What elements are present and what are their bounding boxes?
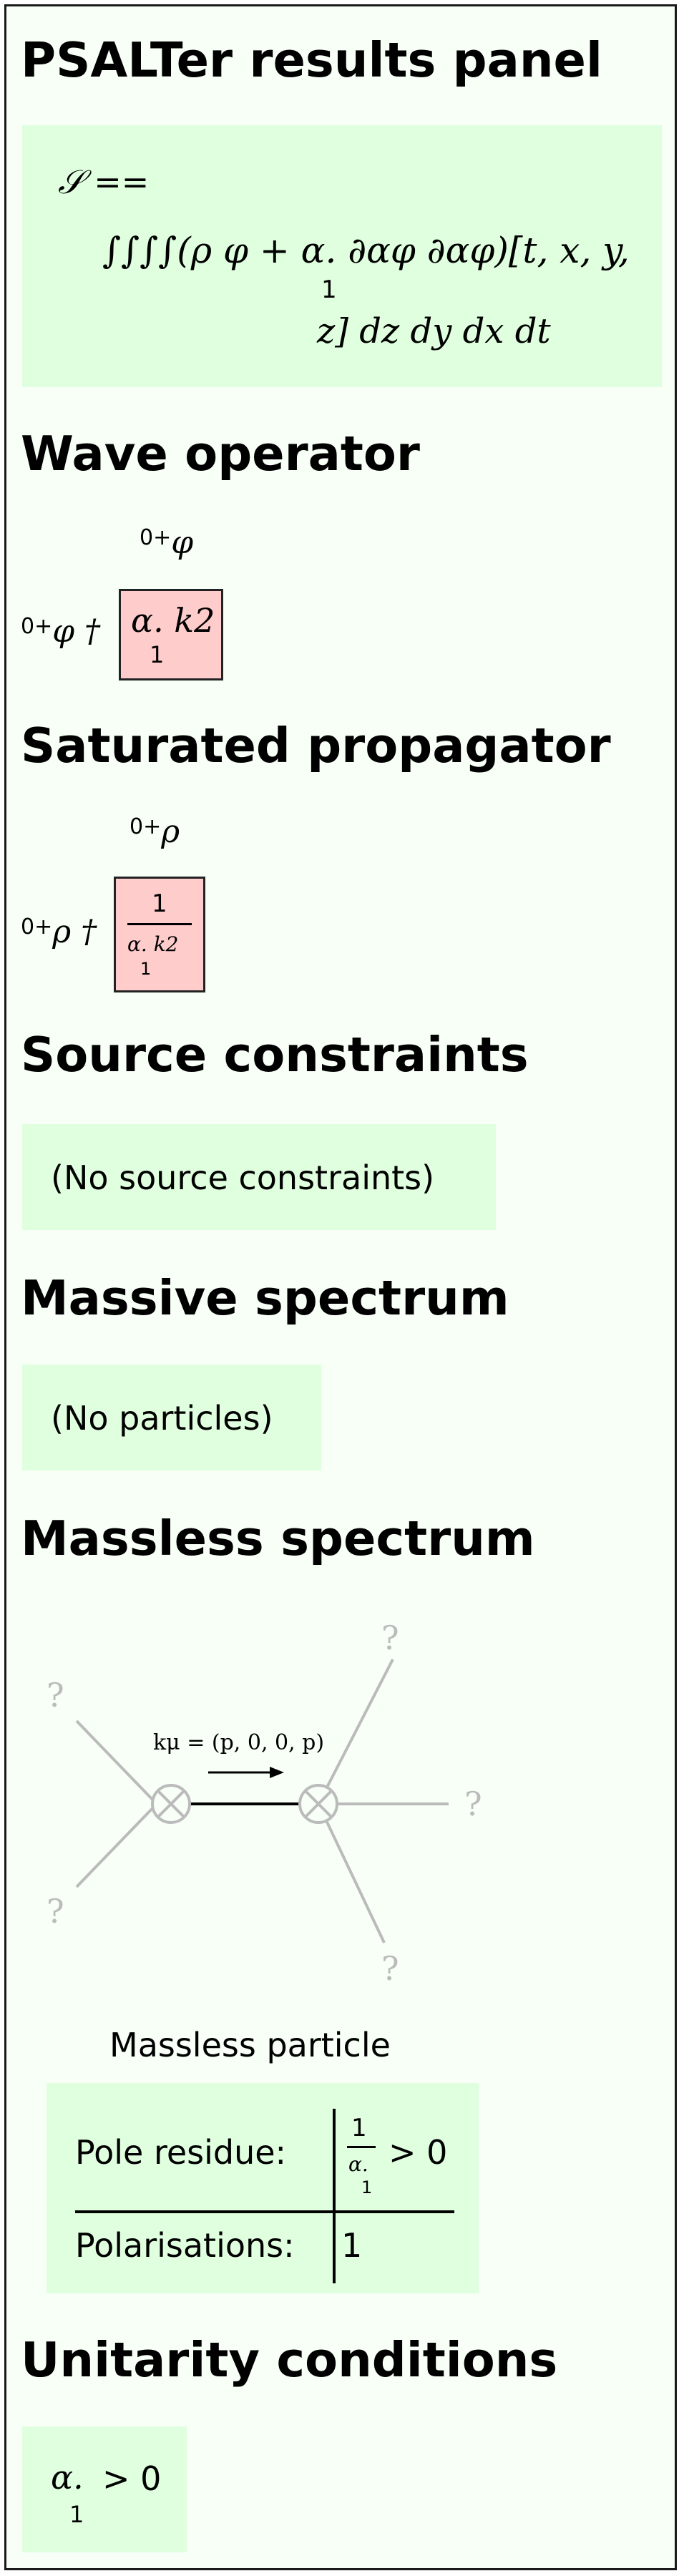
momentum-label: kμ = (p, 0, 0, p) bbox=[153, 1730, 325, 1755]
propagator-column-header bbox=[130, 816, 180, 848]
section-title-saturated-propagator: Saturated propagator bbox=[21, 718, 611, 774]
wave-operator-column-header bbox=[140, 527, 193, 559]
massless-propagator-diagram bbox=[6, 1602, 675, 2003]
results-panel bbox=[4, 4, 677, 2570]
source-constraints-text: (No source constraints) bbox=[51, 1158, 435, 1197]
panel-title: PSALTer results panel bbox=[21, 32, 602, 88]
wave-operator-row-spin: 0+ bbox=[21, 614, 53, 639]
unknown-mark-upper-right: ? bbox=[381, 1619, 399, 1657]
massless-particle-table bbox=[47, 2083, 479, 2293]
section-title-unitarity-conditions: Unitarity conditions bbox=[21, 2332, 558, 2388]
pole-residue-label: Pole residue: bbox=[75, 2133, 287, 2172]
external-line-upper-right bbox=[318, 1659, 393, 1804]
unknown-mark-right: ? bbox=[464, 1785, 482, 1823]
massless-particle-title: Massless particle bbox=[109, 2026, 391, 2064]
table-vertical-rule bbox=[333, 2109, 336, 2283]
external-line-upper-left bbox=[77, 1721, 157, 1804]
action-measure: z] dz dy dx dt bbox=[317, 311, 551, 351]
external-line-lower-left bbox=[77, 1804, 157, 1887]
propagator-denominator-index: 1 bbox=[140, 959, 152, 979]
pole-residue-numerator: 1 bbox=[351, 2114, 367, 2142]
section-title-massive-spectrum: Massive spectrum bbox=[21, 1270, 509, 1326]
propagator-row-spin: 0+ bbox=[21, 914, 53, 940]
table-horizontal-rule bbox=[75, 2210, 454, 2213]
source-constraints-box bbox=[22, 1124, 496, 1230]
propagator-matrix-cell bbox=[114, 877, 205, 992]
propagator-column-spin: 0+ bbox=[130, 814, 162, 839]
pole-residue-condition: > 0 bbox=[389, 2133, 448, 2172]
wave-operator-column-field: φ bbox=[171, 525, 194, 561]
section-title-wave-operator: Wave operator bbox=[21, 426, 420, 482]
massive-spectrum-box bbox=[22, 1365, 321, 1470]
wave-operator-entry-index: 1 bbox=[150, 641, 165, 668]
polarisations-label: Polarisations: bbox=[75, 2226, 295, 2265]
wave-operator-entry: α. k2 bbox=[131, 601, 215, 640]
unitarity-index: 1 bbox=[69, 2501, 84, 2528]
unknown-mark-upper-left: ? bbox=[47, 1676, 64, 1714]
pole-residue-fraction-bar bbox=[347, 2146, 376, 2148]
massive-spectrum-text: (No particles) bbox=[51, 1399, 273, 1438]
propagator-fraction-bar bbox=[127, 923, 192, 925]
wave-operator-matrix-cell bbox=[119, 589, 223, 680]
unitarity-coefficient: α. bbox=[51, 2458, 84, 2497]
wave-operator-row-header bbox=[21, 613, 101, 650]
action-box bbox=[22, 125, 662, 387]
unknown-mark-lower-left: ? bbox=[47, 1892, 64, 1931]
propagator-numerator: 1 bbox=[152, 889, 167, 918]
pole-residue-denominator: α. bbox=[348, 2152, 368, 2176]
polarisations-value: 1 bbox=[341, 2226, 363, 2265]
pole-residue-index: 1 bbox=[361, 2177, 373, 2197]
wave-operator-row-field: φ † bbox=[52, 613, 101, 650]
propagator-row-header bbox=[21, 914, 97, 950]
unitarity-conditions-box bbox=[22, 2426, 187, 2552]
unknown-mark-lower-right: ? bbox=[381, 1949, 399, 1988]
section-title-source-constraints: Source constraints bbox=[21, 1027, 529, 1083]
unitarity-condition: > 0 bbox=[102, 2459, 162, 2498]
section-title-massless-spectrum: Massless spectrum bbox=[21, 1511, 535, 1566]
action-integral: ∫∫∫∫(ρ φ + α. ∂αφ ∂αφ)[t, x, y, bbox=[102, 230, 630, 271]
wave-operator-column-spin: 0+ bbox=[140, 525, 172, 550]
momentum-arrowhead bbox=[270, 1767, 284, 1778]
propagator-row-field: ρ † bbox=[52, 914, 97, 950]
propagator-denominator: α. k2 bbox=[127, 932, 179, 956]
propagator-column-field: ρ bbox=[161, 814, 180, 850]
action-lhs: 𝒮 == bbox=[58, 162, 150, 201]
external-line-lower-right bbox=[318, 1804, 384, 1943]
action-coupling-index: 1 bbox=[321, 275, 337, 304]
